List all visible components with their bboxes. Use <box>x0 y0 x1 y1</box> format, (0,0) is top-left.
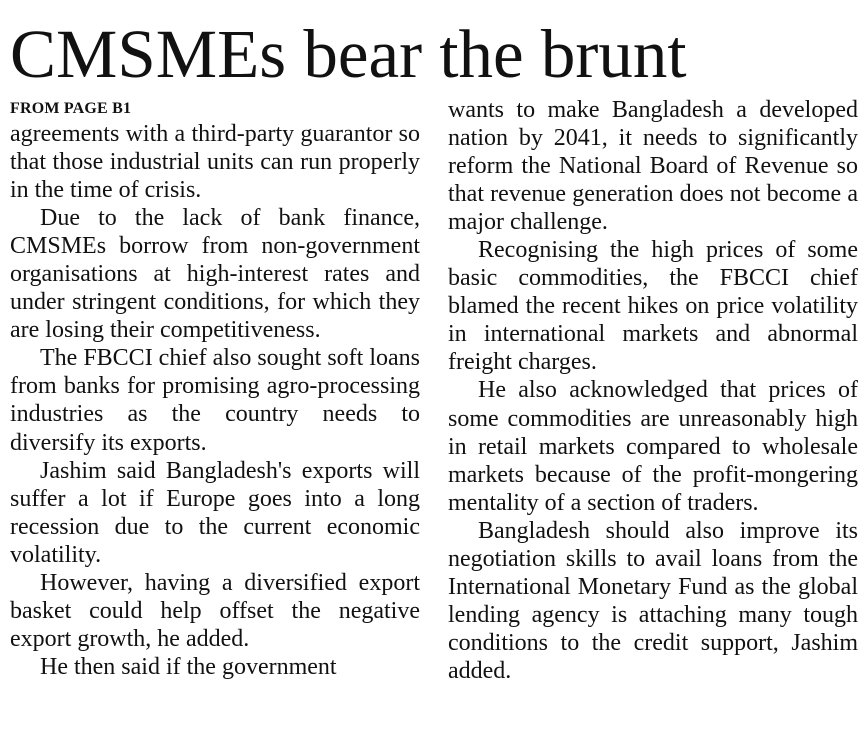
paragraph: Bangladesh should also improve its negotiation skills to avail loans from the International Monetary Fund as the global lending agency is attaching many tough conditions to the credit support, Jashim added. <box>448 517 858 684</box>
paragraph: However, having a diversified export basket could help offset the negative export growth, he added. <box>10 569 420 652</box>
paragraph: Recognising the high prices of some basic commodities, the FBCCI chief blamed the recent hikes on price volatility in international markets and abnormal freight charges. <box>448 237 858 376</box>
paragraph: Due to the lack of bank finance, CMSMEs borrow from non-government organisations at high-interest rates and under stringent conditions, for which they are losing their competitiveness. <box>10 205 420 344</box>
paragraph: Jashim said Bangladesh's exports will suffer a lot if Europe goes into a long recession due to the current economic volatility. <box>10 457 420 568</box>
article-column-right <box>448 96 858 685</box>
paragraph: He also acknowledged that prices of some commodities are unreasonably high in retail markets compared to wholesale markets because of the profit-mongering mentality of a section of traders. <box>448 377 858 516</box>
paragraph: The FBCCI chief also sought soft loans from banks for promising agro-processing industries as the country needs to diversify its exports. <box>10 345 420 456</box>
continuation-kicker: FROM PAGE B1 <box>10 100 132 117</box>
paragraph: He then said if the government <box>40 653 337 680</box>
paragraph: wants to make Bangladesh a developed nation by 2041, it needs to significantly reform the National Board of Revenue so that revenue generation does not become a major challenge. <box>448 97 858 236</box>
article-column-left <box>10 96 420 681</box>
headline: CMSMEs bear the brunt <box>10 16 687 92</box>
paragraph: agreements with a third-party guarantor so that those industrial units can run properly in the time of crisis. <box>10 121 420 204</box>
